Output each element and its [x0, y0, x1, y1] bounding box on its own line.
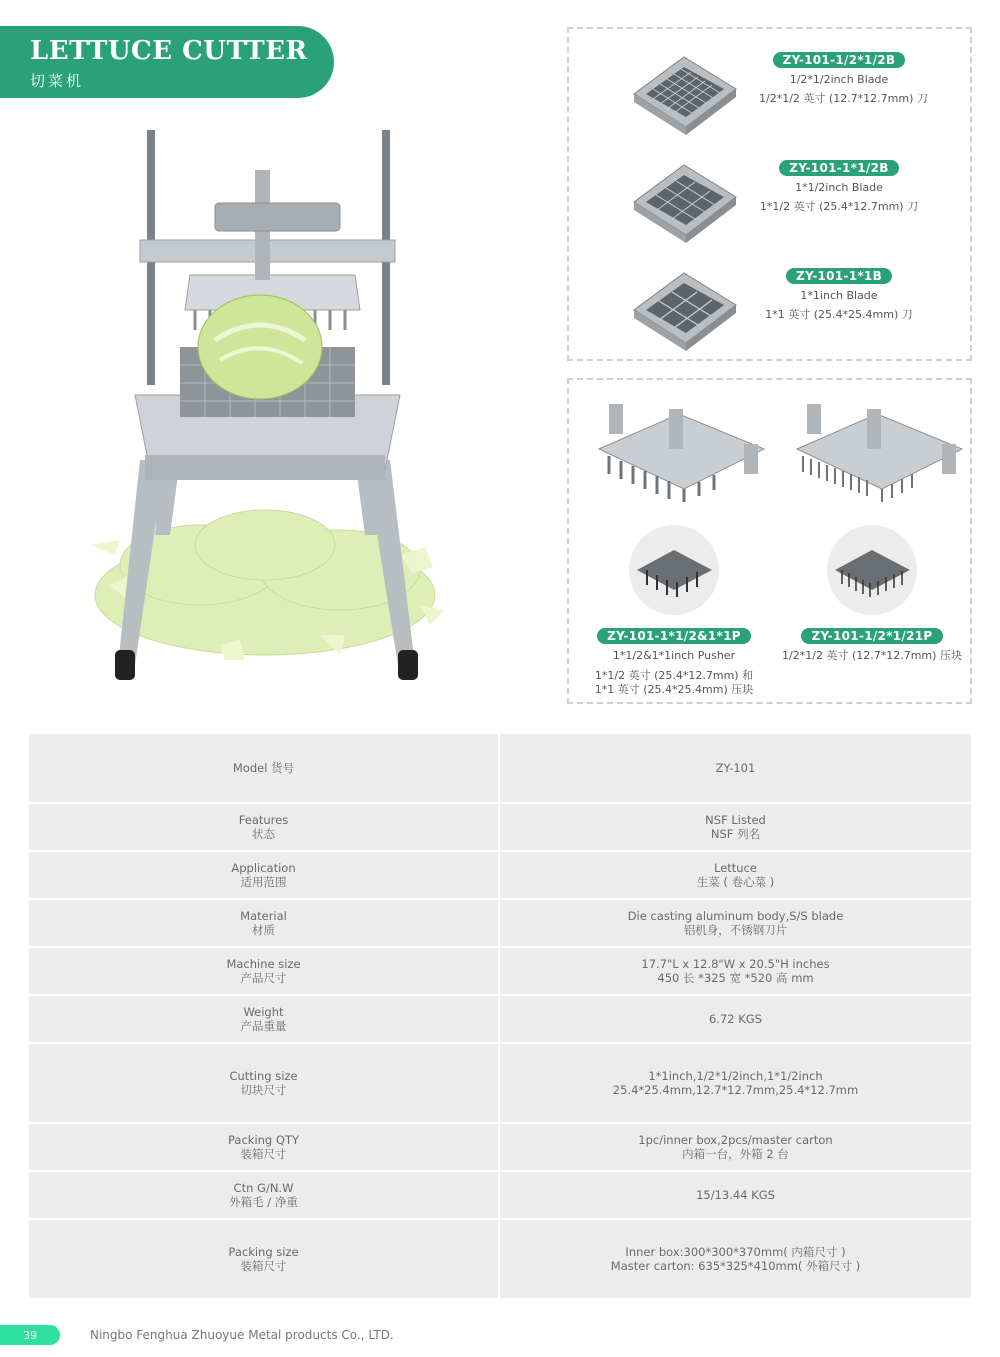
pusher-option: [772, 380, 972, 702]
pusher-option: [574, 380, 774, 702]
title-banner: [0, 26, 334, 98]
spec-value-line1: ZY-101: [715, 761, 756, 775]
blade-name: 1*1inch Blade: [800, 289, 878, 302]
spec-value-line1: Inner box:300*300*370mm( 内箱尺寸 ): [625, 1245, 846, 1259]
spec-label: [29, 1044, 498, 1122]
blade-options-panel: [567, 27, 972, 361]
blade-grid-image: [624, 49, 744, 139]
spec-label: [29, 1124, 498, 1170]
pusher-model-badge: ZY-101-1*1/2&1*1P: [597, 628, 751, 644]
spec-value: [500, 1220, 971, 1298]
spec-value-line2: 内箱一台，外箱 2 台: [682, 1147, 789, 1161]
spec-value: [500, 1044, 971, 1122]
lettuce-cutter-product-image: [70, 125, 460, 690]
page-number: 39: [0, 1325, 60, 1345]
blade-name: 1/2*1/2inch Blade: [789, 73, 889, 86]
spec-label-cn: 装箱尺寸: [240, 1147, 287, 1161]
spec-label-cn: 外箱毛 / 净重: [229, 1195, 298, 1209]
spec-label-en: Packing size: [228, 1245, 299, 1259]
table-row: [29, 948, 971, 994]
spec-label-en: Material: [240, 909, 287, 923]
spec-value-line1: 6.72 KGS: [708, 1012, 762, 1026]
blade-grid-image: [624, 157, 744, 247]
spec-value-line1: NSF Listed: [705, 813, 766, 827]
spec-value-line1: 1pc/inner box,2pcs/master carton: [638, 1133, 833, 1147]
spec-value: [500, 948, 971, 994]
pusher-frame-image: [589, 394, 769, 504]
spec-label-cn: 状态: [252, 827, 275, 841]
blade-model-badge: ZY-101-1*1B: [786, 268, 892, 284]
pusher-frame-image: [787, 394, 967, 504]
spec-value: [500, 734, 971, 802]
pusher-teeth-image: [632, 540, 716, 600]
page-title: LETTUCE CUTTER: [30, 36, 308, 66]
spec-value: [500, 804, 971, 850]
spec-label-cn: 适用范围: [240, 875, 287, 889]
spec-label-en: Ctn G/N.W: [233, 1181, 294, 1195]
table-row: [29, 1044, 971, 1122]
spec-value: [500, 996, 971, 1042]
spec-value: [500, 900, 971, 946]
spec-label: [29, 948, 498, 994]
spec-value-line1: 17.7"L x 12.8"W x 20.5"H inches: [641, 957, 830, 971]
spec-label-en: Application: [231, 861, 296, 875]
spec-label: [29, 996, 498, 1042]
pusher-spec-line2: 1*1 英寸 (25.4*25.4mm) 压块: [594, 683, 754, 696]
blade-grid-image: [624, 265, 744, 355]
blade-spec: 1*1/2 英寸 (25.4*12.7mm) 刀: [759, 200, 919, 213]
spec-value-line2: Master carton: 635*325*410mm( 外箱尺寸 ): [610, 1259, 861, 1273]
spec-value-line1: Lettuce: [714, 861, 757, 875]
table-row: [29, 804, 971, 850]
pusher-spec-line1: 1*1/2 英寸 (25.4*12.7mm) 和: [594, 669, 754, 682]
spec-value-line1: Die casting aluminum body,S/S blade: [627, 909, 844, 923]
blade-option: [569, 265, 970, 365]
spec-value: [500, 1172, 971, 1218]
pusher-teeth-image: [830, 540, 914, 600]
spec-value-line2: 铝机身，不锈钢刀片: [683, 923, 788, 937]
spec-value: [500, 852, 971, 898]
spec-table: [29, 734, 971, 1300]
pusher-spec-line1: 1/2*1/2 英寸 (12.7*12.7mm) 压块: [782, 649, 962, 662]
table-row: [29, 900, 971, 946]
table-row: [29, 996, 971, 1042]
table-row: [29, 852, 971, 898]
spec-label-en: Cutting size: [229, 1069, 298, 1083]
spec-label: [29, 1172, 498, 1218]
spec-label-cn: 切块尺寸: [240, 1083, 287, 1097]
company-name: Ningbo Fenghua Zhuoyue Metal products Co., LTD.: [90, 1328, 394, 1342]
blade-spec: 1/2*1/2 英寸 (12.7*12.7mm) 刀: [759, 92, 928, 105]
spec-label: [29, 1220, 498, 1298]
spec-label-en: Weight: [243, 1005, 284, 1019]
spec-value-line1: 15/13.44 KGS: [696, 1188, 775, 1202]
table-row: [29, 734, 971, 802]
spec-label: [29, 734, 498, 802]
table-row: [29, 1172, 971, 1218]
blade-model-badge: ZY-101-1*1/2B: [779, 160, 898, 176]
blade-name: 1*1/2inch Blade: [795, 181, 883, 194]
spec-value-line2: NSF 列名: [710, 827, 761, 841]
spec-value-line2: 25.4*25.4mm,12.7*12.7mm,25.4*12.7mm: [612, 1083, 859, 1097]
spec-label: [29, 900, 498, 946]
spec-label-cn: 材质: [252, 923, 275, 937]
spec-label-en: Packing QTY: [228, 1133, 299, 1147]
spec-value-line1: 1*1inch,1/2*1/2inch,1*1/2inch: [648, 1069, 823, 1083]
page-title-cn: 切菜机: [30, 72, 85, 90]
pusher-name: 1*1/2&1*1inch Pusher: [612, 649, 736, 662]
spec-label: [29, 852, 498, 898]
spec-value-line2: 生菜 ( 卷心菜 ): [696, 875, 775, 889]
blade-option: [569, 157, 970, 257]
table-row: [29, 1124, 971, 1170]
spec-label: [29, 804, 498, 850]
spec-label-en: Machine size: [226, 957, 301, 971]
blade-option: [569, 49, 970, 149]
blade-model-badge: ZY-101-1/2*1/2B: [773, 52, 906, 68]
spec-label-cn: 产品尺寸: [240, 971, 287, 985]
pusher-options-panel: [567, 378, 972, 704]
table-row: [29, 1220, 971, 1298]
spec-label-cn: 装箱尺寸: [240, 1259, 287, 1273]
spec-label-cn: 产品重量: [240, 1019, 287, 1033]
spec-label-en: Model 货号: [232, 761, 295, 775]
blade-spec: 1*1 英寸 (25.4*25.4mm) 刀: [765, 308, 913, 321]
spec-label-en: Features: [238, 813, 289, 827]
spec-value: [500, 1124, 971, 1170]
spec-value-line2: 450 长 *325 宽 *520 高 mm: [657, 971, 814, 985]
pusher-model-badge: ZY-101-1/2*1/21P: [801, 628, 942, 644]
